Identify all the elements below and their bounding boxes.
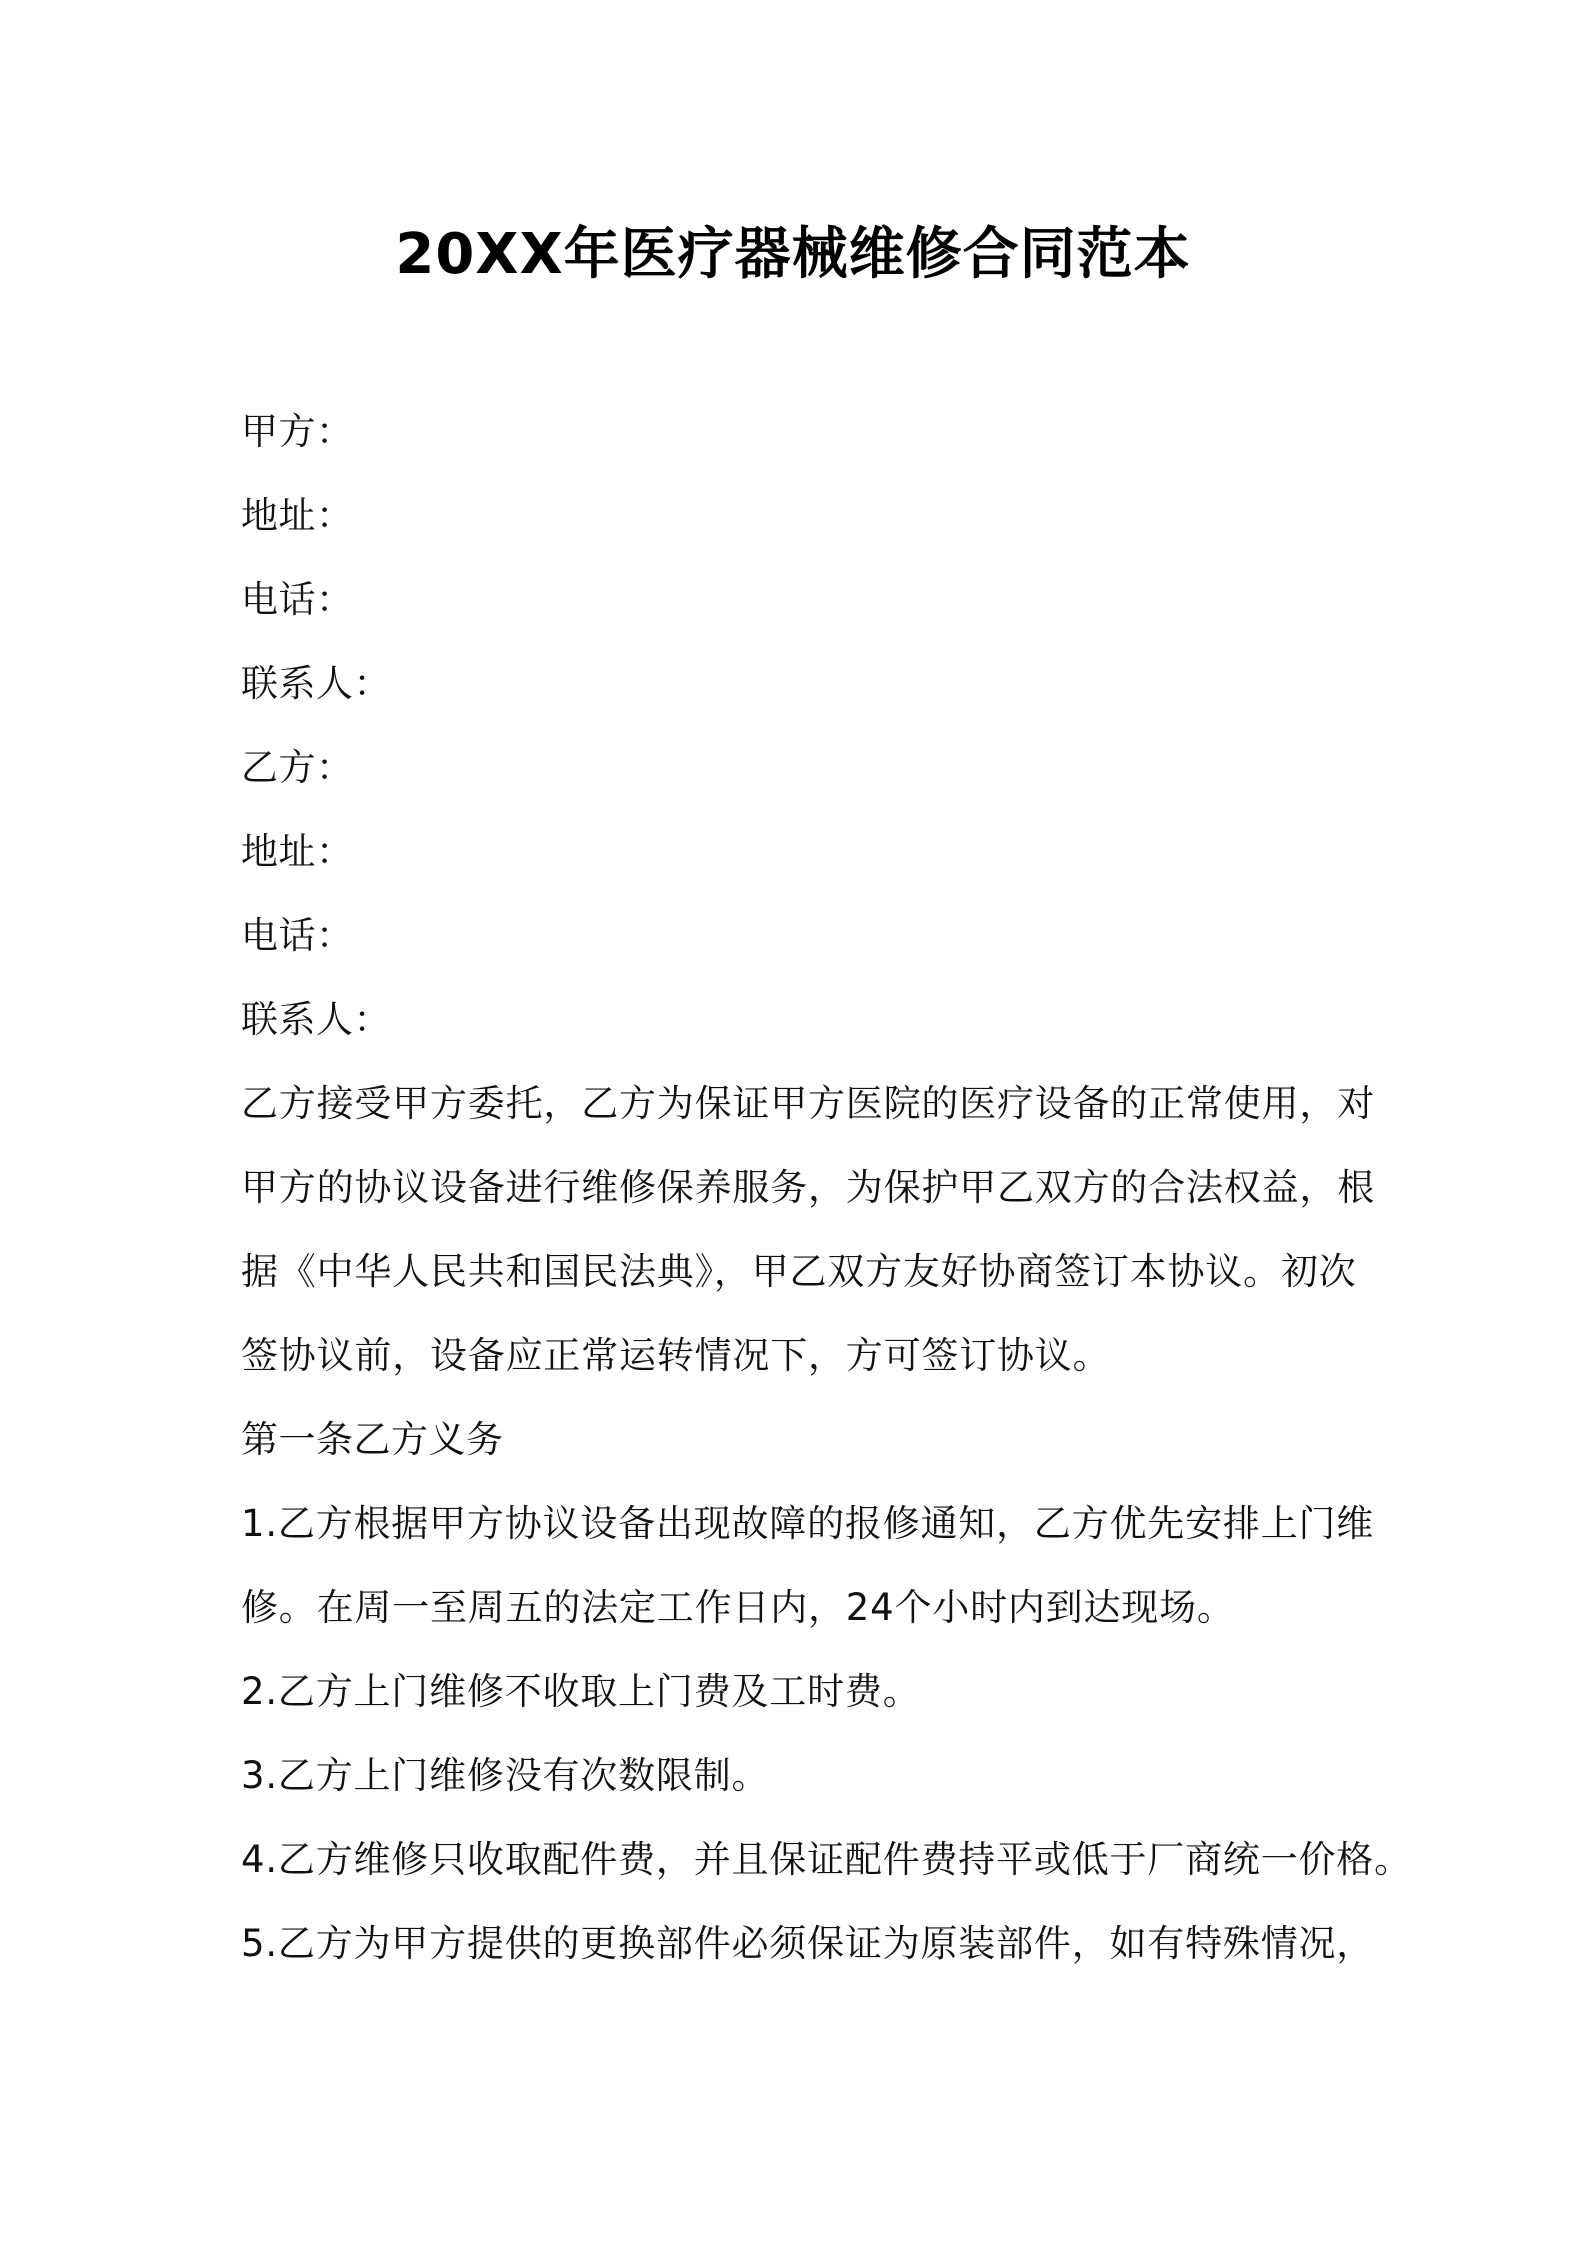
article-item-line: 3.乙方上门维修没有次数限制。 (241, 1754, 770, 1797)
article-1-heading: 第一条乙方义务 (241, 1418, 504, 1461)
article-item-line: 修。在周一至周五的法定工作日内，24个小时内到达现场。 (241, 1586, 1235, 1629)
preamble-line: 签协议前，设备应正常运转情况下，方可签订协议。 (241, 1334, 1111, 1377)
party-b-phone: 电话： (241, 914, 354, 957)
preamble-paragraph (241, 1062, 1381, 1398)
preamble-line: 乙方接受甲方委托，乙方为保证甲方医院的医疗设备的正常使用，对 (241, 1082, 1375, 1125)
article-1-items (241, 1482, 1412, 1986)
party-a-contact: 联系人： (241, 662, 391, 705)
article-item-line: 1.乙方根据甲方协议设备出现故障的报修通知，乙方优先安排上门维 (241, 1502, 1375, 1545)
preamble-line: 甲方的协议设备进行维修保养服务，为保护甲乙双方的合法权益，根 (241, 1166, 1375, 1209)
document-body (241, 390, 1412, 1986)
party-b-label: 乙方： (241, 746, 354, 789)
party-a-phone: 电话： (241, 578, 354, 621)
article-item-line: 5.乙方为甲方提供的更换部件必须保证为原装部件，如有特殊情况， (241, 1922, 1375, 1965)
party-a-label: 甲方： (241, 410, 354, 453)
party-b-contact: 联系人： (241, 998, 391, 1041)
document-title: 20XX年医疗器械维修合同范本 (395, 222, 1191, 287)
article-item-line: 2.乙方上门维修不收取上门费及工时费。 (241, 1670, 921, 1713)
article-item-line: 4.乙方维修只收取配件费，并且保证配件费持平或低于厂商统一价格。 (241, 1838, 1412, 1881)
party-a-address: 地址： (241, 494, 354, 537)
preamble-line: 据《中华人民共和国民法典》，甲乙双方友好协商签订本协议。初次 (241, 1250, 1357, 1293)
party-b-address: 地址： (241, 830, 354, 873)
